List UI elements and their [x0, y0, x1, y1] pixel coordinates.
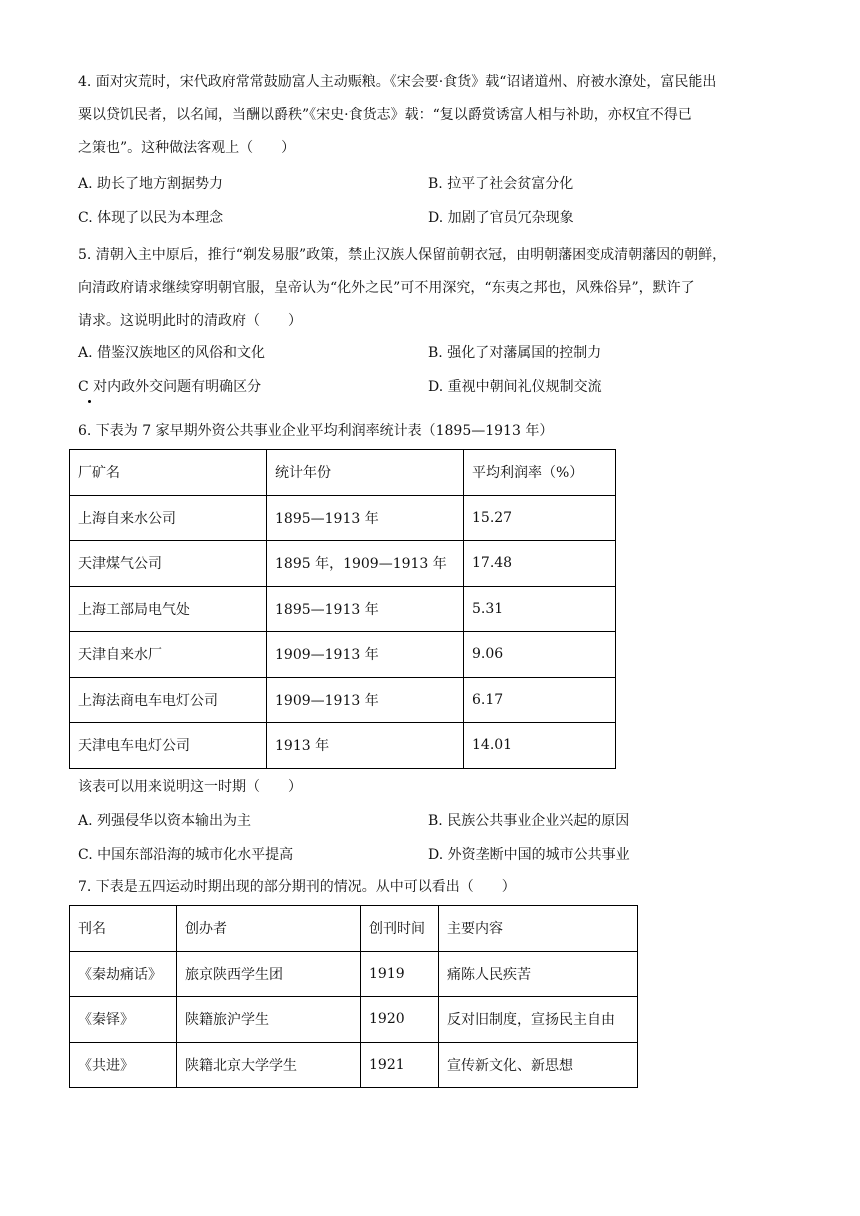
- table-cell: 上海工部局电气处: [70, 586, 267, 632]
- table-cell: 1895 年，1909—1913 年: [267, 541, 464, 587]
- table-header-cell: 主要内容: [439, 906, 638, 952]
- table-row: [70, 997, 638, 1043]
- stray-dot-mark: [88, 400, 91, 403]
- question-5-option-b[interactable]: B. 强化了对藩属国的控制力: [428, 345, 602, 361]
- table-header-row: [70, 450, 616, 496]
- table-row: [70, 586, 616, 632]
- question-4-line: 粟以贷饥民者，以名闻，当酬以爵秩”《宋史·食货志》载：“复以爵赏诱富人相与补助，亦权宜不得已: [78, 107, 692, 123]
- table-cell: 旅京陕西学生团: [177, 951, 361, 997]
- table-row: [70, 1042, 638, 1088]
- question-6-option-c[interactable]: C. 中国东部沿海的城市化水平提高: [78, 847, 294, 863]
- table-cell: 上海法商电车电灯公司: [70, 677, 267, 723]
- table-cell: 6.17: [464, 677, 616, 723]
- table-cell: 上海自来水公司: [70, 495, 267, 541]
- question-5-line: 向清政府请求继续穿明朝官服，皇帝认为“化外之民”可不用深究，“东夷之邦也，风殊俗异”，默许了: [78, 280, 695, 296]
- table-cell: 1919: [361, 951, 439, 997]
- question-4-stem: [78, 66, 784, 165]
- table-cell: 14.01: [464, 723, 616, 769]
- table-cell: 1895—1913 年: [267, 586, 464, 632]
- table-cell: 1895—1913 年: [267, 495, 464, 541]
- question-4-option-d[interactable]: D. 加剧了官员冗杂现象: [428, 210, 574, 226]
- table-cell: 天津电车电灯公司: [70, 723, 267, 769]
- table-header-row: [70, 906, 638, 952]
- table-cell: 宣传新文化、新思想: [439, 1042, 638, 1088]
- question-5-line: 5. 清朝入主中原后，推行“剃发易服”政策，禁止汉族人保留前朝衣冠，由明朝藩困变成清朝藩因的朝鲜，: [78, 247, 727, 263]
- table-header-cell: 平均利润率（%）: [464, 450, 616, 496]
- table-cell: 《秦劫痛话》: [70, 951, 177, 997]
- question-7-stem: 7. 下表是五四运动时期出现的部分期刊的情况。从中可以看出（ ）: [78, 879, 516, 895]
- table-cell: 5.31: [464, 586, 616, 632]
- question-6-followup: 该表可以用来说明这一时期（ ）: [78, 779, 302, 795]
- table-cell: 痛陈人民疾苦: [439, 951, 638, 997]
- question-4-option-a[interactable]: A. 助长了地方割据势力: [78, 176, 224, 192]
- table-cell: 9.06: [464, 632, 616, 678]
- question-5-option-c[interactable]: C 对内政外交问题有明确区分: [78, 379, 262, 395]
- table-cell: 1913 年: [267, 723, 464, 769]
- table-row: [70, 723, 616, 769]
- question-5-line: 请求。这说明此时的清政府（ ）: [78, 313, 302, 329]
- question-6-option-a[interactable]: A. 列强侵华以资本输出为主: [78, 813, 252, 829]
- question-4-line: 4. 面对灾荒时，宋代政府常常鼓励富人主动赈粮。《宋会要·食货》载“诏诸道州、府被水潦处，富民能出: [78, 74, 717, 90]
- table-cell: 1920: [361, 997, 439, 1043]
- question-4-line: 之策也”。这种做法客观上（ ）: [78, 140, 296, 156]
- table-cell: 17.48: [464, 541, 616, 587]
- profit-rate-table: [69, 449, 616, 769]
- table-cell: 1909—1913 年: [267, 632, 464, 678]
- table-cell: 1921: [361, 1042, 439, 1088]
- table-header-cell: 厂矿名: [70, 450, 267, 496]
- table-cell: 15.27: [464, 495, 616, 541]
- question-5-option-d[interactable]: D. 重视中朝间礼仪规制交流: [428, 379, 602, 395]
- table-cell: 天津煤气公司: [70, 541, 267, 587]
- table-row: [70, 632, 616, 678]
- question-4-option-c[interactable]: C. 体现了以民为本理念: [78, 210, 224, 226]
- table-header-cell: 刊名: [70, 906, 177, 952]
- table-cell: 《秦铎》: [70, 997, 177, 1043]
- periodicals-table: [69, 905, 638, 1088]
- question-5-option-a[interactable]: A. 借鉴汉族地区的风俗和文化: [78, 345, 266, 361]
- question-6-option-d[interactable]: D. 外资垄断中国的城市公共事业: [428, 847, 630, 863]
- table-cell: 1909—1913 年: [267, 677, 464, 723]
- table-row: [70, 677, 616, 723]
- table-cell: 陕籍旅沪学生: [177, 997, 361, 1043]
- table-row: [70, 951, 638, 997]
- question-5-stem: [78, 239, 784, 338]
- table-cell: 天津自来水厂: [70, 632, 267, 678]
- table-cell: 反对旧制度，宣扬民主自由: [439, 997, 638, 1043]
- table-header-cell: 统计年份: [267, 450, 464, 496]
- question-4-option-b[interactable]: B. 拉平了社会贫富分化: [428, 176, 574, 192]
- table-row: [70, 541, 616, 587]
- question-6-stem: 6. 下表为 7 家早期外资公共事业企业平均利润率统计表（1895—1913 年）: [78, 423, 554, 439]
- table-cell: 陕籍北京大学学生: [177, 1042, 361, 1088]
- table-row: [70, 495, 616, 541]
- table-header-cell: 创办者: [177, 906, 361, 952]
- table-cell: 《共进》: [70, 1042, 177, 1088]
- question-6-option-b[interactable]: B. 民族公共事业企业兴起的原因: [428, 813, 630, 829]
- table-header-cell: 创刊时间: [361, 906, 439, 952]
